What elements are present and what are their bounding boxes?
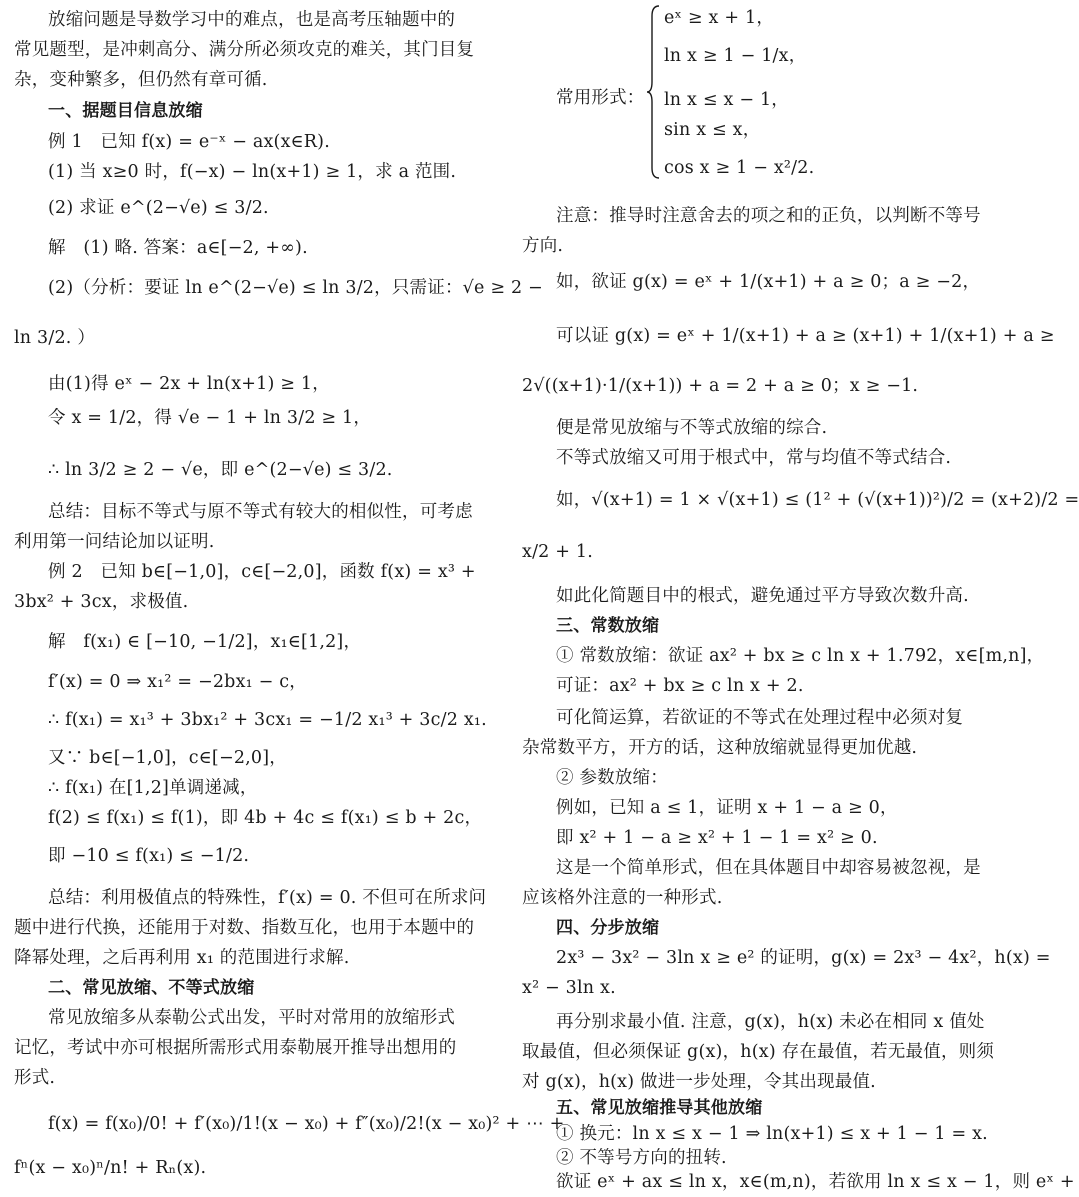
text-line: 对 g(x)，h(x) 做进一步处理，令其出现最值. [522, 1072, 876, 1092]
text-line: ② 不等号方向的扭转. [556, 1148, 727, 1168]
text-line: 2√((x+1)·1/(x+1)) + a = 2 + a ≥ 0；x ≥ −1. [522, 376, 919, 396]
section-heading: 四、分步放缩 [556, 918, 660, 938]
text-line: 解 (1) 略. 答案：a∈[−2, +∞). [48, 238, 308, 258]
text-line: 总结：目标不等式与原不等式有较大的相似性，可考虑 [48, 502, 473, 522]
text-line: 即 x² + 1 − a ≥ x² + 1 − 1 = x² ≥ 0. [556, 828, 878, 848]
text-line: 常见题型，是冲刺高分、满分所必须攻克的难关，其门目复 [14, 40, 475, 60]
text-line: ① 换元：ln x ≤ x − 1 ⇒ ln(x+1) ≤ x + 1 − 1 = x. [556, 1124, 988, 1144]
text-line: ∴ f(x₁) 在[1,2]单调递减， [48, 778, 258, 798]
text-line: 2x³ − 3x² − 3ln x ≥ e² 的证明，g(x) = 2x³ − 4x²，h(x) = [556, 948, 1051, 968]
section-heading: 二、常见放缩、不等式放缩 [48, 978, 255, 998]
text-line: ∴ f(x₁) = x₁³ + 3bx₁² + 3cx₁ = −1/2 x₁³ + 3c/2 x₁. [48, 710, 487, 730]
text-line: ② 参数放缩： [556, 768, 668, 788]
text-line: 便是常见放缩与不等式放缩的综合. [556, 418, 828, 438]
text-line: 记忆，考试中亦可根据所需形式用泰勒展开推导出想用的 [14, 1038, 457, 1058]
text-line: 解 f(x₁) ∈ [−10, −1/2]，x₁∈[1,2]， [48, 632, 362, 652]
section-heading: 五、常见放缩推导其他放缩 [556, 1098, 763, 1118]
formula-line: fⁿ(x − x₀)ⁿ/n! + Rₙ(x). [14, 1158, 207, 1178]
text-line: 杂，变种繁多，但仍然有章可循. [14, 70, 268, 90]
text-line: 降幂处理，之后再利用 x₁ 的范围进行求解. [14, 948, 350, 968]
text-line: (2) 求证 e^(2−√e) ≤ 3/2. [48, 198, 269, 218]
text-line: 常见放缩多从泰勒公式出发，平时对常用的放缩形式 [48, 1008, 456, 1028]
common-form: ln x ≤ x − 1， [664, 90, 789, 110]
text-line: 利用第一问结论加以证明. [14, 532, 215, 552]
text-line: 即 −10 ≤ f(x₁) ≤ −1/2. [48, 846, 250, 866]
left-brace-icon [646, 4, 660, 180]
text-line: 可化简运算，若欲证的不等式在处理过程中必须对复 [556, 708, 964, 728]
formula-line: f(x) = f(x₀)/0! + f′(x₀)/1!(x − x₀) + f″(x₀)/2!(x − x₀)² + ⋯ + [48, 1114, 565, 1134]
text-line: f′(x) = 0 ⇒ x₁² = −2bx₁ − c， [48, 672, 307, 692]
text-line: 例 2 已知 b∈[−1,0]，c∈[−2,0]，函数 f(x) = x³ + [48, 562, 476, 582]
text-line: 杂常数平方，开方的话，这种放缩就显得更加优越. [522, 738, 918, 758]
common-forms-label: 常用形式： [556, 88, 645, 108]
common-form: ln x ≥ 1 − 1/x， [664, 46, 807, 66]
text-line: ln 3/2. ） [14, 328, 96, 348]
text-line: 不等式放缩又可用于根式中，常与均值不等式结合. [556, 448, 952, 468]
text-line: 再分别求最小值. 注意，g(x)，h(x) 未必在相同 x 值处 [556, 1012, 985, 1032]
text-line: 如，欲证 g(x) = eˣ + 1/(x+1) + a ≥ 0；a ≥ −2， [556, 272, 981, 292]
text-line: 3bx² + 3cx，求极值. [14, 592, 189, 612]
text-line: x² − 3ln x. [522, 978, 616, 998]
text-line: 题中进行代换，还能用于对数、指数互化，也用于本题中的 [14, 918, 475, 938]
text-line: 例 1 已知 f(x) = e⁻ˣ − ax(x∈R). [48, 132, 330, 152]
text-line: 可以证 g(x) = eˣ + 1/(x+1) + a ≥ (x+1) + 1/(x+1) + a ≥ [556, 326, 1055, 346]
section-heading: 一、据题目信息放缩 [48, 101, 203, 121]
text-line: 总结：利用极值点的特殊性，f′(x) = 0. 不但可在所求问 [48, 888, 487, 908]
text-line: x/2 + 1. [522, 542, 593, 562]
text-line: 取最值，但必须保证 g(x)，h(x) 存在最值，若无最值，则须 [522, 1042, 995, 1062]
text-line: 由(1)得 eˣ − 2x + ln(x+1) ≥ 1， [48, 374, 330, 394]
common-form: sin x ≤ x， [664, 120, 761, 140]
text-line: ∴ ln 3/2 ≥ 2 − √e，即 e^(2−√e) ≤ 3/2. [48, 460, 393, 480]
text-line: f(2) ≤ f(x₁) ≤ f(1)，即 4b + 4c ≤ f(x₁) ≤ b + 2c， [48, 808, 483, 828]
text-line: 如，√(x+1) = 1 × √(x+1) ≤ (1² + (√(x+1))²)/2 = (x+2)/2 = [556, 490, 1079, 510]
text-line: 注意：推导时注意舍去的项之和的正负，以判断不等号 [556, 206, 981, 226]
text-line: 方向. [522, 236, 564, 256]
text-line: 欲证 eˣ + ax ≤ ln x，x∈(m,n)，若欲用 ln x ≤ x − 1，则 eˣ + [556, 1172, 1075, 1192]
text-line: 形式. [14, 1068, 56, 1088]
text-line: 如此化简题目中的根式，避免通过平方导致次数升高. [556, 586, 969, 606]
text-line: 放缩问题是导数学习中的难点，也是高考压轴题中的 [48, 10, 456, 30]
text-line: 例如，已知 a ≤ 1，证明 x + 1 − a ≥ 0， [556, 798, 898, 818]
text-line: (1) 当 x≥0 时，f(−x) − ln(x+1) ≥ 1，求 a 范围. [48, 162, 457, 182]
text-line: 可证：ax² + bx ≥ c ln x + 2. [556, 676, 804, 696]
common-form: cos x ≥ 1 − x²/2. [664, 158, 815, 178]
section-heading: 三、常数放缩 [556, 616, 660, 636]
text-line: ① 常数放缩：欲证 ax² + bx ≥ c ln x + 1.792，x∈[m,n]， [556, 646, 1045, 666]
common-form: eˣ ≥ x + 1， [664, 8, 775, 28]
text-line: (2)（分析：要证 ln e^(2−√e) ≤ ln 3/2，只需证：√e ≥ 2 − [48, 278, 543, 298]
text-line: 应该格外注意的一种形式. [522, 888, 723, 908]
text-line: 这是一个简单形式，但在具体题目中却容易被忽视，是 [556, 858, 981, 878]
text-line: 又∵ b∈[−1,0]，c∈[−2,0]， [48, 748, 287, 768]
text-line: 令 x = 1/2，得 √e − 1 + ln 3/2 ≥ 1， [48, 408, 372, 428]
